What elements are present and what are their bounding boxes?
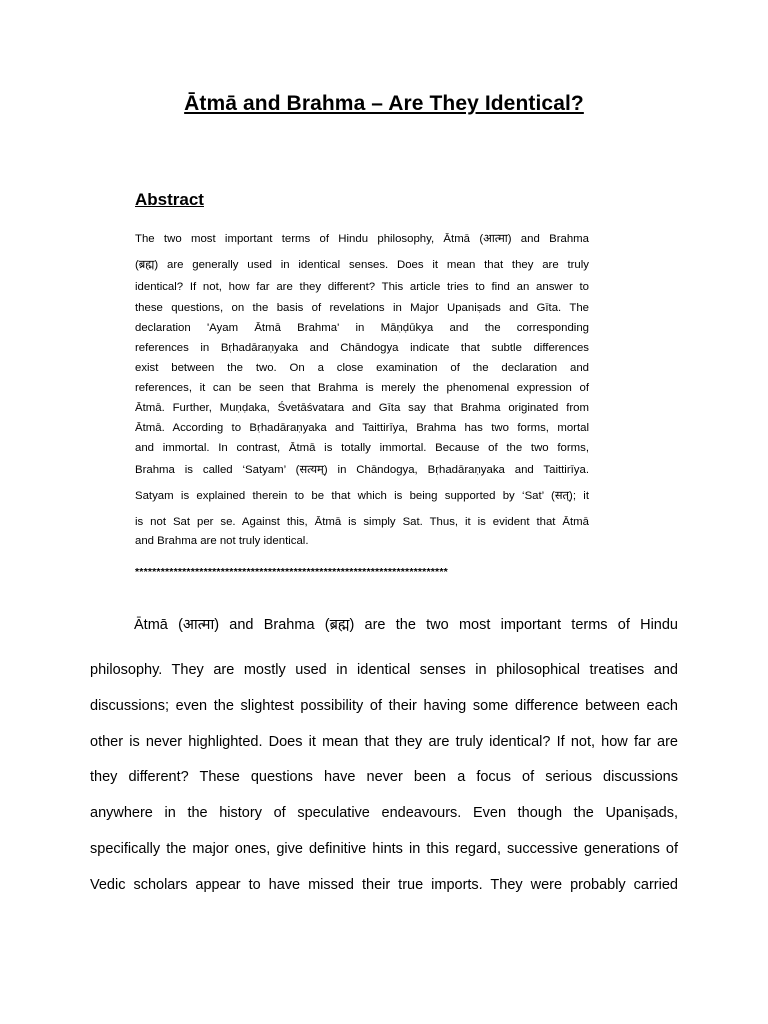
abstract-line: Satyam is explained therein to be that which is being supported by ‘Sat’ (सत्); it	[135, 490, 589, 502]
body-line: discussions; even the slightest possibility of their having some difference between each	[90, 698, 678, 714]
abstract-line: references, it can be seen that Brahma is merely the phenomenal expression of	[135, 382, 589, 394]
abstract-line: these questions, on the basis of revelations in Major Upaniṣads and Gīta. The	[135, 302, 589, 314]
abstract-line: identical? If not, how far are they different? This article tries to find an answer to	[135, 281, 589, 293]
abstract-line: Brahma is called ‘Satyam’ (सत्यम्) in Chāndogya, Bṛhadāraṇyaka and Taittirīya.	[135, 464, 589, 476]
abstract-line: and Brahma are not truly identical.	[135, 535, 309, 547]
abstract-line: exist between the two. On a close examination of the declaration and	[135, 362, 589, 374]
body-line: philosophy. They are mostly used in identical senses in philosophical treatises and	[90, 662, 678, 678]
body-line: other is never highlighted. Does it mean that they are truly identical? If not, how far are	[90, 734, 678, 750]
body-line: specifically the major ones, give definitive hints in this regard, successive generations of	[90, 841, 678, 857]
abstract-line: Ātmā. According to Bṛhadāraṇyaka and Taittirīya, Brahma has two forms, mortal	[135, 422, 589, 434]
page-title: Ātmā and Brahma – Are They Identical?	[184, 92, 584, 115]
body-line: Ātmā (आत्मा) and Brahma (ब्रह्म) are the two most important terms of Hindu	[134, 617, 678, 633]
abstract-line: (ब्रह्म) are generally used in identical senses. Does it mean that they are truly	[135, 259, 589, 271]
abstract-line: is not Sat per se. Against this, Ātmā is simply Sat. Thus, it is evident that Ātmā	[135, 516, 589, 528]
body-line: Vedic scholars appear to have missed their true imports. They were probably carried	[90, 877, 678, 893]
abstract-line: Ātmā. Further, Muṇḍaka, Śvetāśvatara and Gīta say that Brahma originated from	[135, 402, 589, 414]
abstract-heading: Abstract	[135, 190, 204, 209]
abstract-line: and immortal. In contrast, Ātmā is totally immortal. Because of the two forms,	[135, 442, 589, 454]
abstract-line: declaration 'Ayam Ātmā Brahma' in Māṇḍūkya and the corresponding	[135, 322, 589, 334]
section-separator: *************************************************************************	[135, 566, 448, 578]
body-line: anywhere in the history of speculative endeavours. Even though the Upaniṣads,	[90, 805, 678, 821]
abstract-line: The two most important terms of Hindu philosophy, Ātmā (आत्मा) and Brahma	[135, 233, 589, 245]
abstract-line: references in Bṛhadāraṇyaka and Chāndogya indicate that subtle differences	[135, 342, 589, 354]
body-line: they different? These questions have never been a focus of serious discussions	[90, 769, 678, 785]
